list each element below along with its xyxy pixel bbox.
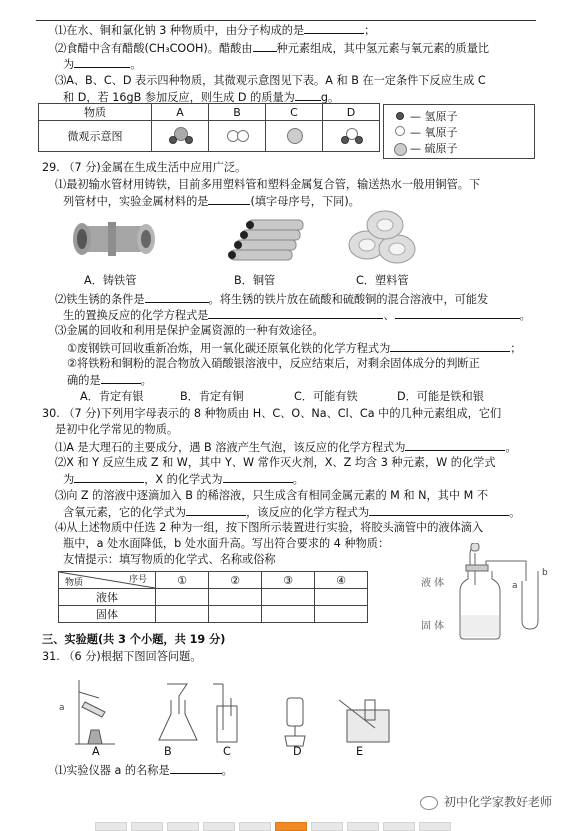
col-d: D [323,104,380,121]
micro-diagram-table [38,103,380,152]
plastic-pipe-image [345,205,425,269]
col-3: ③ [262,572,315,589]
cell[interactable] [156,606,209,623]
option-c: C．可能有铁 [294,390,358,403]
q28-line4: 和 D，若 16gB 参加反应，则生成 D 的质量为 g。 [63,91,340,104]
cell[interactable] [315,589,368,606]
watermark: 初中化学家教好老师 [420,793,552,810]
cell[interactable] [262,589,315,606]
page-tab[interactable] [203,822,235,831]
q29-l7: ②将铁粉和铜粉的混合物放入硝酸银溶液中，反应结束后，对剩余固体成分的判断正 [67,357,480,370]
q29-l2: 列管材中，实验金属材料的是 (填字母序号，下同)。 [63,195,360,208]
q30-l6: ⑷从上述物质中任选 2 种为一组，按下图所示装置进行实验，将胶头滴管中的液体滴入 [55,521,484,534]
page-tab[interactable] [383,822,415,831]
q30-l5: 含氧元素，它的化学式为 ，该反应的化学方程式为 。 [63,506,521,519]
legend-oxygen: — 氧原子 [394,124,458,140]
page-tab-strip [0,820,588,829]
q28-line2: ⑵食醋中含有醋酸(CH₃COOH)。醋酸由 种元素组成，其中氢元素与氧元素的质量比 [55,42,490,55]
q30-l7: 瓶中，a 处水面降低，b 处水面升高。写出符合要求的 4 种物质： [63,537,390,550]
q29-l8: 确的是 。 [67,374,152,387]
caption-a: A．铸铁管 [84,274,137,287]
page-tab[interactable] [95,822,127,831]
q30-l1: ⑴A 是大理石的主要成分，遇 B 溶液产生气泡，该反应的化学方程式为 。 [55,441,517,454]
q30-l2: ⑵X 和 Y 反应生成 Z 和 W，其中 Y、W 常作灭火剂，X、Z 均含 3 种元素，W 的化学式 [55,456,496,469]
label-c: C [223,745,231,758]
option-d: D．可能是铁和银 [397,390,484,403]
copper-pipe-image [218,212,308,264]
page-tab[interactable] [239,822,271,831]
q28-line2c: 为 。 [63,58,142,71]
q30-title: 30. （7 分)下列用字母表示的 8 种物质由 H、C、O、Na、Cl、Ca 中的几种元素组成，它们 [42,407,502,420]
q28-line3: ⑶A、B、C、D 表示四种物质，其微观示意图见下表。A 和 B 在一定条件下反应生成 C [55,74,486,87]
molecule-c-icon [266,121,323,152]
atom-legend [383,104,535,159]
q31-title: 31. （6 分)根据下图回答问题。 [42,650,202,663]
page-tab[interactable] [167,822,199,831]
page-tab[interactable] [131,822,163,831]
row-label: 微观示意图 [39,121,152,152]
cell[interactable] [209,589,262,606]
molecule-d-icon [323,121,380,152]
page-tab[interactable] [347,822,379,831]
table-corner: 物质 序号 [59,572,156,589]
svg-text:b: b [542,568,548,578]
q28-line1: ⑴在水、铜和氯化钠 3 种物质中，由分子构成的是 ； [55,24,376,37]
top-rule [36,20,536,21]
q29-l1: ⑴最初输水管材用铸铁，目前多用塑料管和塑料金属复合管，输送热水一般用铜管。下 [55,178,481,191]
label-a: A [92,745,100,758]
q30-l3: 为 ，X 的化学式为 。 [63,473,304,486]
label-e: E [356,745,364,758]
molecule-a-icon [152,121,209,152]
svg-text:a: a [59,703,65,713]
cell[interactable] [315,606,368,623]
page-tab[interactable] [311,822,343,831]
page-tab-active[interactable] [275,822,307,831]
q29-l6: ①废钢铁可回收重新冶炼，用一氧化碳还原氧化铁的化学方程式为 ； [67,342,522,355]
label-liquid: 液 体 [421,578,445,589]
page-tab[interactable] [419,822,451,831]
col-1: ① [156,572,209,589]
q30-l8: 友情提示：填写物质的化学式、名称或俗称 [63,553,276,566]
col-2: ② [209,572,262,589]
q29-l4: 生的置换反应的化学方程式是 、 。 [63,309,531,322]
q29-l5: ⑶金属的回收和利用是保护金属资源的一种有效途径。 [55,324,324,337]
caption-c: C．塑料管 [356,274,409,287]
q30-title2: 是初中化学常见的物质。 [55,423,179,436]
row-solid: 固体 [59,606,156,623]
row-liquid: 液体 [59,589,156,606]
lab-apparatus-diagram [55,670,395,750]
label-b: B [164,745,172,758]
q29-l3: ⑵铁生锈的条件是 。将生锈的铁片放在硫酸和硫酸铜的混合溶液中，可能发 [55,293,489,306]
legend-hydrogen: — 氢原子 [394,108,458,124]
table-header: 物质 [39,104,152,121]
col-b: B [209,104,266,121]
caption-b: B．铜管 [234,274,276,287]
col-4: ④ [315,572,368,589]
label-d: D [293,745,302,758]
label-solid: 固 体 [421,621,445,632]
option-b: B．肯定有铜 [180,390,244,403]
cell[interactable] [262,606,315,623]
col-a: A [152,104,209,121]
option-a: A．肯定有银 [80,390,144,403]
molecule-b-icon [209,121,266,152]
cell[interactable] [156,589,209,606]
svg-text:a: a [512,581,518,591]
substance-table [58,571,368,623]
wechat-icon [420,796,438,810]
cast-iron-pipe-image [68,212,158,264]
legend-sulfur: — 硫原子 [394,140,458,156]
q31-l1: ⑴实验仪器 a 的名称是 。 [55,764,233,777]
col-c: C [266,104,323,121]
q29-title: 29. （7 分)金属在生成生活中应用广泛。 [42,161,247,174]
cell[interactable] [209,606,262,623]
section-3-title: 三、实验题(共 3 个小题，共 19 分) [42,633,226,646]
q30-l4: ⑶向 Z 的溶液中逐滴加入 B 的稀溶液，只生成含有相同金属元素的 M 和 N，其中 M 不 [55,489,489,502]
